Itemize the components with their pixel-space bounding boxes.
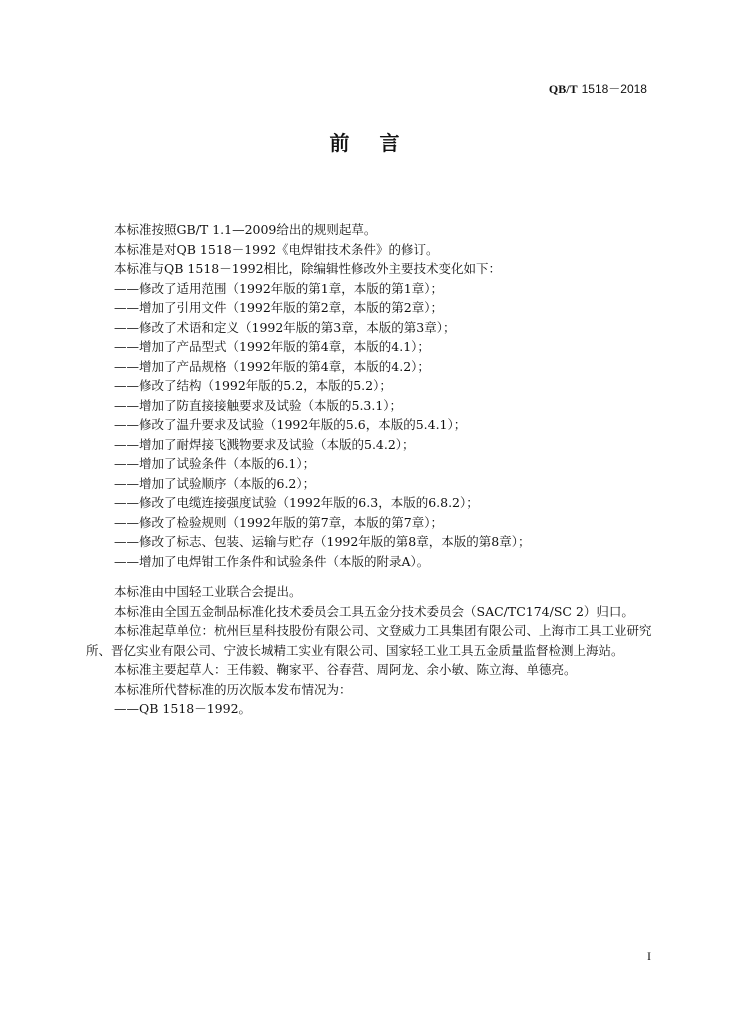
intro-line: 本标准与QB 1518－1992相比，除编辑性修改外主要技术变化如下： (114, 261, 502, 276)
change-item: ——修改了术语和定义（1992年版的第3章，本版的第3章）； (114, 319, 456, 335)
standard-header (549, 80, 647, 97)
change-item: ——增加了试验条件（本版的6.1）； (114, 456, 316, 471)
change-item: ——修改了温升要求及试验（1992年版的5.6，本版的5.4.1）； (114, 417, 467, 432)
responsibility-block (86, 582, 680, 719)
drafting-units-line-1: 本标准起草单位：杭州巨星科技股份有限公司、文登威力工具集团有限公司、上海市工具工业研究 (114, 623, 652, 638)
change-item: ——增加了引用文件（1992年版的第2章，本版的第2章）； (114, 300, 443, 315)
centralized-by: 本标准由全国五金制品标准化技术委员会工具五金分技术委员会（SAC/TC174/SC 2）归口。 (114, 603, 634, 619)
change-item: ——修改了电缆连接强度试验（1992年版的6.3，本版的6.8.2）； (114, 495, 479, 510)
page-number: I (647, 949, 651, 963)
page-title: 前言 (329, 131, 430, 155)
proposed-by: 本标准由中国轻工业联合会提出。 (114, 584, 302, 599)
change-item: ——修改了适用范围（1992年版的第1章，本版的第1章）； (114, 280, 443, 296)
history-intro: 本标准所代替标准的历次版本发布情况为： (114, 681, 352, 697)
change-item: ——修改了结构（1992年版的5.2，本版的5.2）； (114, 378, 392, 393)
drafters: 本标准主要起草人：王伟毅、鞠家平、谷春营、周阿龙、余小敏、陈立海、单德亮。 (114, 662, 577, 677)
change-item: ——修改了标志、包装、运输与贮存（1992年版的第8章，本版的第8章）； (114, 534, 531, 549)
history-item: ——QB 1518－1992。 (114, 701, 252, 716)
foreword-block (90, 220, 680, 571)
change-item: ——增加了产品型式（1992年版的第4章，本版的4.1）； (114, 339, 430, 354)
intro-line: 本标准按照GB/T 1.1—2009给出的规则起草。 (114, 222, 377, 237)
standard-code: QB/T (548, 82, 578, 96)
change-item: ——修改了检验规则（1992年版的第7章，本版的第7章）； (114, 514, 443, 530)
change-item: ——增加了防直接接触要求及试验（本版的5.3.1）； (114, 397, 403, 413)
standard-number: 1518－2018 (581, 82, 647, 96)
change-item: ——增加了耐焊接飞溅物要求及试验（本版的5.4.2）； (114, 436, 415, 452)
change-item: ——增加了电焊钳工作条件和试验条件（本版的附录A）。 (114, 553, 430, 569)
drafting-units-line-2: 所、晋亿实业有限公司、宁波长城精工实业有限公司、国家轻工业工具五金质量监督检测上海站。 (86, 642, 624, 658)
intro-line: 本标准是对QB 1518－1992《电焊钳技术条件》的修订。 (114, 241, 439, 257)
change-item: ——增加了试验顺序（本版的6.2）； (114, 475, 316, 491)
change-item: ——增加了产品规格（1992年版的第4章，本版的4.2）； (114, 358, 430, 374)
